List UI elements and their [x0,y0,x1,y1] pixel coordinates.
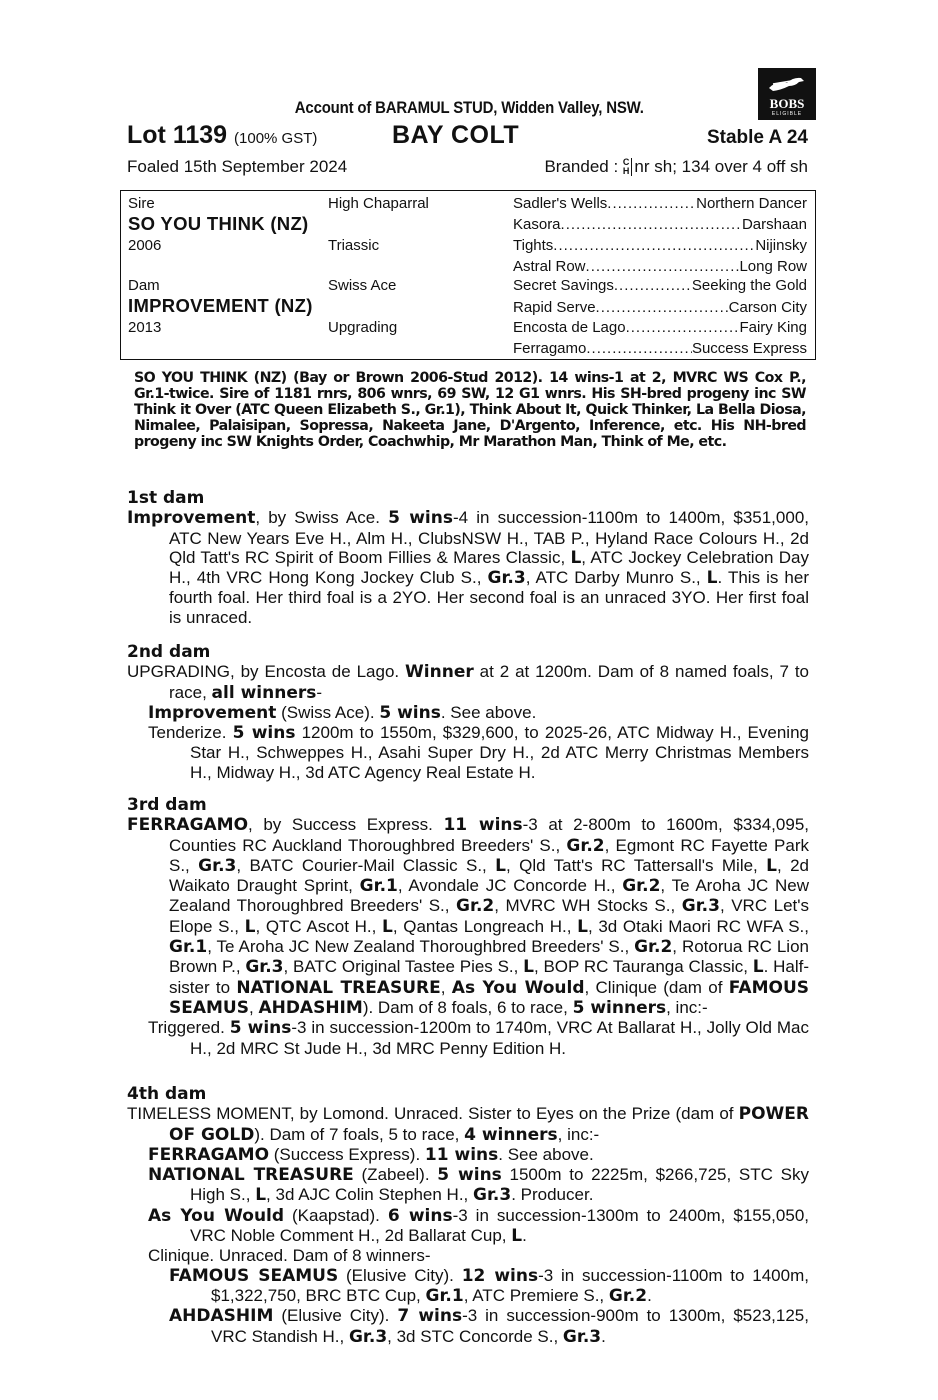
third-dam-section [127,796,809,1058]
ancestor-row: Encosta de Lago ..... Fairy King [513,319,807,336]
ancestor-row: Secret Savings ..... Seeking the Gold [513,277,807,294]
sire-name: SO YOU THINK (NZ) [128,213,309,234]
progeny-entry: Tenderize. 5 wins 1200m to 1550m, $329,600, to 2025-26, ATC Midway H., Evening Star H., Schweppes H., Asahi Super Dry H., 2d ATC Merry Christmas Members H., Midway H., 3d ATC Agency Real Estate H. [148,723,809,782]
ancestor-row: Sadler's Wells ..... Northern Dancer [513,195,807,212]
logo-subtext: ELIGIBLE [771,111,803,117]
ancestor-row: Rapid Serve ..... Carson City [513,299,807,316]
dam-name: IMPROVEMENT (NZ) [128,295,313,316]
fourth-dam-section [127,1085,809,1347]
progeny-entry: AHDASHIM (Elusive City). 7 wins-3 in succession-900m to 1300m, $523,125, VRC Standish H., Gr.3, 3d STC Concorde S., Gr.3. [169,1306,809,1347]
section-heading: 1st dam [127,488,205,508]
bobs-eligible-logo [758,68,816,120]
progeny-entry: FAMOUS SEAMUS (Elusive City). 12 wins-3 in succession-1100m to 1400m, $1,322,750, BRC BTC Cup, Gr.1, ATC Premiere S., Gr.2. [169,1265,809,1306]
section-heading: 2nd dam [127,642,211,662]
ancestor-row: Tights ..... Nijinsky [513,237,807,254]
account-line: Account of BARAMUL STUD, Widden Valley, NSW. [294,98,644,117]
progeny-entry: FERRAGAMO (Success Express). 11 wins. See above. [148,1144,594,1165]
sire-summary: SO YOU THINK (NZ) (Bay or Brown 2006-Stud 2012). 14 wins-1 at 2, MVRC WS Cox P., Gr.1-twice. Sire of 1181 rnrs, 806 wnrs, 69 SW, 12 G1 wnrs. His SH-bred progeny inc SW Think it Over (ATC Queen Elizabeth S., Gr.1), Think About It, Quick Thinker, La Bella Diosa, Nimalee, Palaisipan, Sopressa, Nakeeta Jane, D'Argento, Inference, etc. His NH-bred progeny inc SW Knights Order, Coachwhip, Mr Marathon Man, Think of Me, etc. [134,370,806,450]
progeny-entry: Clinique. Unraced. Dam of 8 winners- [148,1246,431,1266]
dam-dam: Upgrading [328,319,398,336]
progeny-entry: As You Would (Kaapstad). 6 wins-3 in succession-1300m to 2400m, $155,050, VRC Noble Comment H., 2d Ballarat Cup, L. [148,1205,809,1247]
gst-label: (100% GST) [234,130,318,147]
pedigree-table [120,190,816,360]
lot-number: Lot 1139 (100% GST) [127,121,318,149]
sire-sire: High Chaparral [328,195,429,212]
dam-sire: Swiss Ace [328,277,397,294]
section-heading: 4th dam [127,1084,207,1104]
progeny-entry: NATIONAL TREASURE (Zabeel). 5 wins 1500m to 2225m, $266,725, STC Sky High S., L, 3d AJC Colin Stephen H., Gr.3. Producer. [148,1165,809,1206]
ancestor-row: Kasora ..... Darshaan [513,216,807,233]
sire-dam: Triassic [328,237,380,254]
first-dam-section [127,489,809,627]
progeny-entry: Improvement (Swiss Ace). 5 wins. See above. [148,702,537,723]
sire-year: 2006 [128,237,162,254]
first-dam-text: Improvement, by Swiss Ace. 5 wins-4 in succession-1100m to 1400m, $351,000, ATC New Years Eve H., Alm H., ClubsNSW H., TAB P., Hyland Race Colours H., 2d Qld Tatt's RC Spirit of Boom Fillies & Mares Classic, L, ATC Jockey Celebration Day H., 4th VRC Hong Kong Jockey Club S., Gr.3, ATC Darby Munro S., L. This is her fourth foal. Her third foal is a 2YO. Her second foal is an unraced 3YO. Her first foal is unraced. [127,508,809,627]
ancestor-row: Ferragamo ..... Success Express [513,340,807,357]
fourth-dam-text: TIMELESS MOMENT, by Lomond. Unraced. Sister to Eyes on the Prize (dam of POWER OF GOLD). Dam of 7 foals, 5 to race, 4 winners, inc:- [127,1104,809,1145]
third-dam-text: FERRAGAMO, by Success Express. 11 wins-3 at 2-800m to 1600m, $334,095, Counties RC Auckland Thoroughbred Breeders' S., Gr.2, Egmont RC Fayette Park S., Gr.3, BATC Courier-Mail Classic S., L, Qld Tatt's RC Tattersall's Mile, L, 2d Waikato Draught Sprint, Gr.1, Avondale JC Concorde H., Gr.2, Te Aroha JC New Zealand Thoroughbred Breeders' S., Gr.2, MVRC WH Stocks S., Gr.3, VRC Let's Elope S., L, QTC Ascot H., L, Qantas Longreach H., L, 3d Otaki Maori RC WFA S., Gr.1, Te Aroha JC New Zealand Thoroughbred Breeders' S., Gr.2, Rotorua RC Lion Brown P., Gr.3, BATC Original Tastee Pies S., L, BOP RC Tauranga Classic, L. Half-sister to NATIONAL TREASURE, As You Would, Clinique (dam of FAMOUS SEAMUS, AHDASHIM). Dam of 8 foals, 6 to race, 5 winners, inc:- [127,815,810,1018]
section-heading: 3rd dam [127,795,207,815]
stable-label: Stable A 24 [706,127,808,148]
foaled-date: Foaled 15th September 2024 [127,157,348,176]
dam-label: Dam [128,277,160,294]
progeny-entry: Triggered. 5 wins-3 in succession-1200m to 1740m, VRC At Ballarat H., Jolly Old Mac H., 2d MRC St Jude H., 3d MRC Penny Edition H. [148,1018,809,1058]
logo-text: BOBS [769,96,805,111]
brand-mark-icon: C H [623,158,633,176]
sire-label: Sire [128,195,155,212]
second-dam-section [127,643,809,782]
horse-icon [767,74,807,94]
colour-sex: BAY COLT [392,121,520,149]
branded-info: Branded : C H nr sh; 134 over 4 off sh [544,157,808,176]
second-dam-text: UPGRADING, by Encosta de Lago. Winner at 2 at 1200m. Dam of 8 named foals, 7 to race, all winners- [127,662,809,703]
dam-year: 2013 [128,319,162,336]
ancestor-row: Astral Row ..... Long Row [513,258,807,275]
